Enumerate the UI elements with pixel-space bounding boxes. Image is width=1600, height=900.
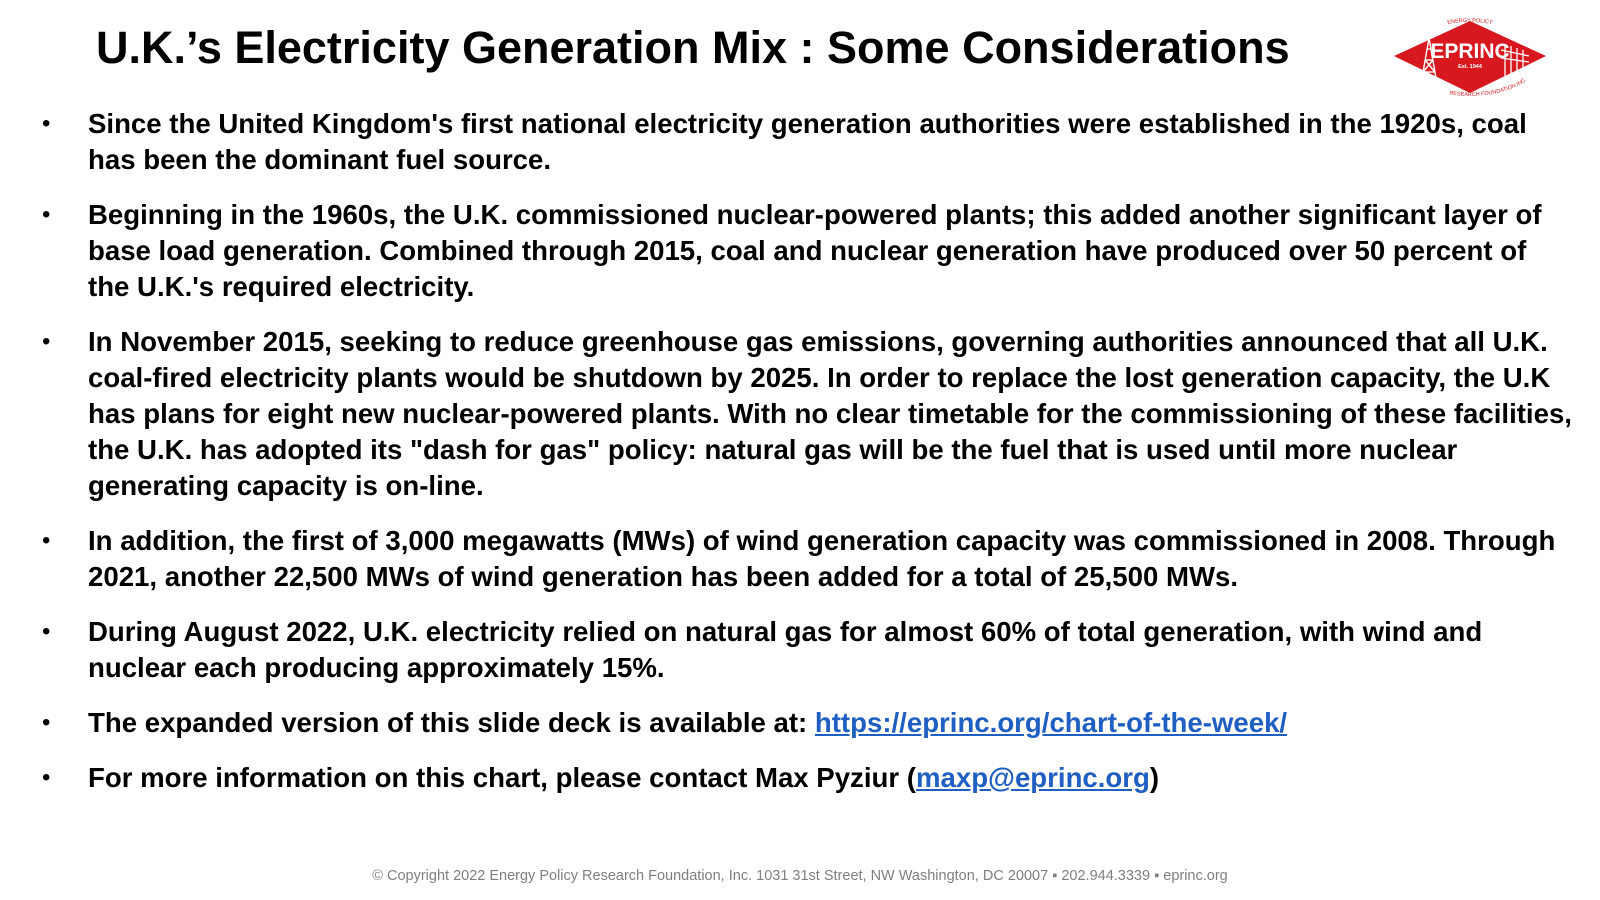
bullet-marker: • <box>42 201 51 228</box>
bullet-marker: • <box>42 110 51 137</box>
logo-arc-bottom: RESEARCH FOUNDATION INC. <box>1448 76 1528 96</box>
logo-arc-top: ENERGY POLICY <box>1446 17 1494 27</box>
bullet-marker: • <box>42 709 51 736</box>
bullet-text: In addition, the first of 3,000 megawatts (MWs) of wind generation capacity was commissioned in 2008. Through 2021, another 22,500 MWs of wind generation has been added for a total of 25,500 MWs. <box>88 525 1556 592</box>
bullet-nuclear-history <box>42 197 1572 305</box>
bullet-marker: • <box>42 527 51 554</box>
bullet-text-suffix: ) <box>1149 762 1160 793</box>
bullet-text: In November 2015, seeking to reduce greenhouse gas emissions, governing authorities announced that all U.K. coal-fired electricity plants would be shutdown by 2025. In order to replace the lost generation capacity, the U.K has plans for eight new nuclear-powered plants. With no clear timetable for the commissioning of these facilities, the U.K. has adopted its "dash for gas" policy: natural gas will be the fuel that is used until more nuclear generating capacity is on-line. <box>88 326 1572 501</box>
bullet-marker: • <box>42 764 51 791</box>
bullet-text: For more information on this chart, please contact Max Pyziur ( <box>88 762 916 793</box>
chart-of-the-week-link[interactable]: https://eprinc.org/chart-of-the-week/ <box>814 707 1288 738</box>
bullet-coal-phaseout <box>42 324 1572 504</box>
bullet-marker: • <box>42 618 51 645</box>
bullet-text: During August 2022, U.K. electricity relied on natural gas for almost 60% of total generation, with wind and nuclear each producing approximately 15%. <box>88 616 1483 683</box>
contact-email-link[interactable]: maxp@eprinc.org <box>915 762 1150 793</box>
bullet-text: The expanded version of this slide deck is available at: <box>88 707 815 738</box>
bullet-slide-deck <box>42 705 1572 741</box>
bullet-list <box>42 106 1572 815</box>
bullet-coal-history <box>42 106 1572 178</box>
slide-title: U.K.’s Electricity Generation Mix : Some Considerations <box>96 22 1290 73</box>
bullet-wind-capacity <box>42 523 1572 595</box>
logo-established: Est. 1944 <box>1458 64 1482 70</box>
eprinc-logo <box>1383 16 1557 96</box>
bullet-marker: • <box>42 328 51 355</box>
bullet-contact <box>42 760 1572 796</box>
logo-wordmark: EPRINC <box>1430 40 1510 63</box>
bullet-text: Since the United Kingdom's first national electricity generation authorities were established in the 1920s, coal has been the dominant fuel source. <box>88 108 1527 175</box>
copyright-footer: © Copyright 2022 Energy Policy Research Foundation, Inc. 1031 31st Street, NW Washington, DC 20007 ▪ 202.944.3339 ▪ eprinc.org <box>372 868 1228 884</box>
bullet-text: Beginning in the 1960s, the U.K. commissioned nuclear-powered plants; this added another significant layer of base load generation. Combined through 2015, coal and nuclear generation have produced over 50 percent of the U.K.'s required electricity. <box>88 199 1542 302</box>
bullet-august-2022 <box>42 614 1572 686</box>
